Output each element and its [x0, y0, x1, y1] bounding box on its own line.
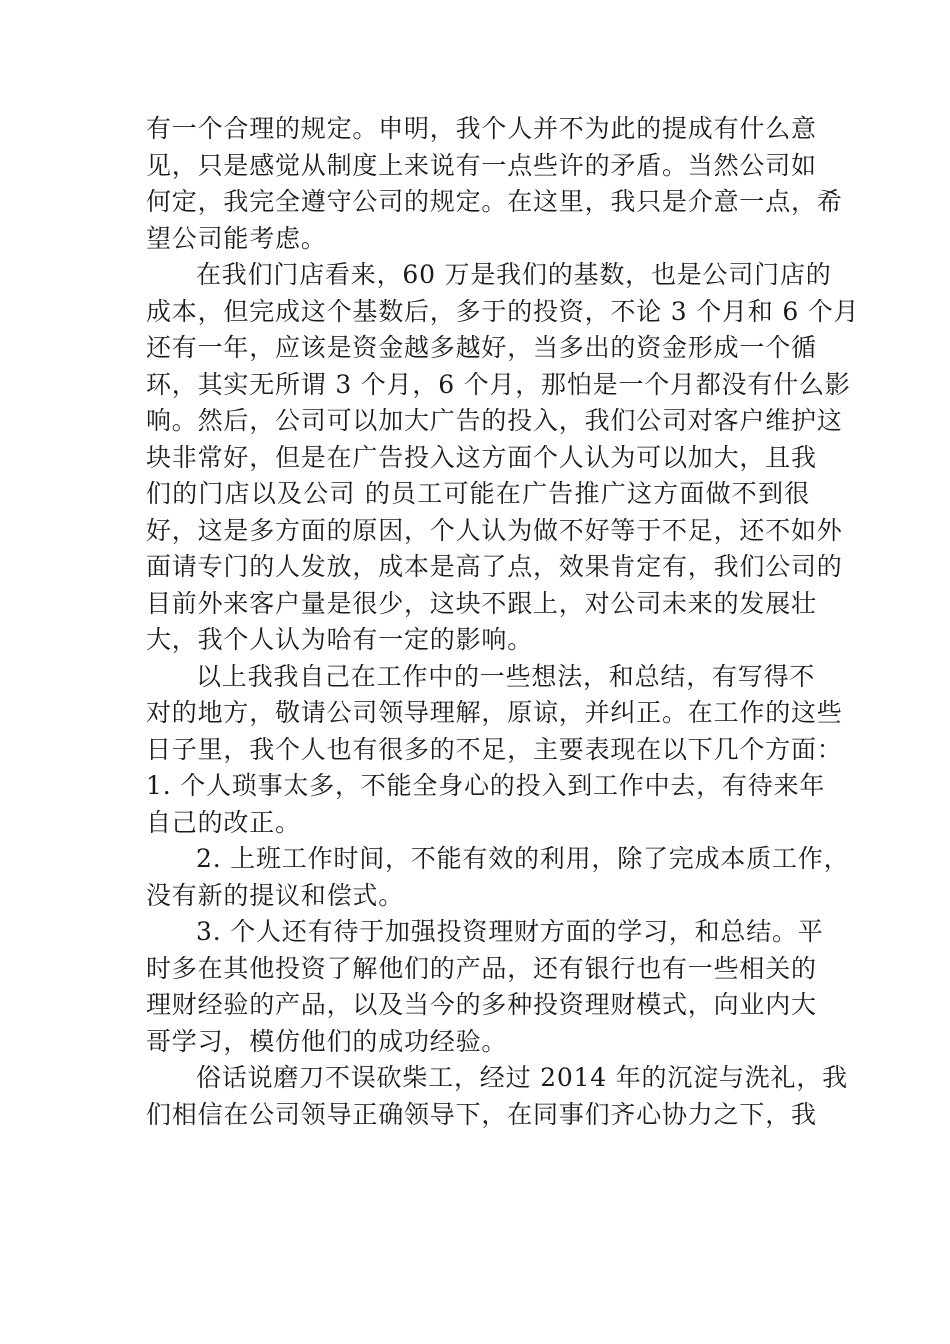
- text-line: 2. 上班工作时间，不能有效的利用，除了完成本质工作，: [196, 844, 850, 873]
- text-line: 对的地方，敬请公司领导理解，原谅，并纠正。在工作的这些: [146, 698, 843, 727]
- text-line: 何定，我完全遵守公司的规定。在这里，我只是介意一点，希: [146, 187, 843, 216]
- text-line: 好，这是多方面的原因，个人认为做不好等于不足，还不如外: [146, 515, 843, 545]
- text-line: 理财经验的产品，以及当今的多种投资理财模式，向业内大: [146, 990, 817, 1019]
- text-line: 们相信在公司领导正确领导下，在同事们齐心协力之下，我: [146, 1099, 817, 1129]
- text-line: 哥学习，模仿他们的成功经验。: [146, 1026, 508, 1056]
- text-line: 响。然后，公司可以加大广告的投入，我们公司对客户维护这: [146, 406, 843, 435]
- text-line: 1. 个人琐事太多，不能全身心的投入到工作中去，有待来年: [146, 771, 826, 800]
- text-line: 自己的改正。: [146, 807, 301, 837]
- text-line: 3. 个人还有待于加强投资理财方面的学习，和总结。平: [196, 917, 824, 946]
- text-line: 俗话说磨刀不误砍柴工，经过 2014 年的沉淀与洗礼，我: [196, 1063, 848, 1092]
- text-line: 日子里，我个人也有很多的不足，主要表现在以下几个方面：: [146, 734, 843, 764]
- text-line: 环，其实无所谓 3 个月，6 个月，那怕是一个月都没有什么影: [146, 369, 851, 399]
- text-line: 大，我个人认为哈有一定的影响。: [146, 625, 534, 654]
- text-line: 有一个合理的规定。申明，我个人并不为此的提成有什么意: [146, 114, 817, 143]
- text-line: 望公司能考虑。: [146, 223, 327, 253]
- text-line: 目前外来客户量是很少，这块不跟上，对公司未来的发展壮: [146, 588, 817, 618]
- text-line: 们的门店以及公司 的员工可能在广告推广这方面做不到很: [146, 479, 810, 508]
- text-line: 在我们门店看来，60 万是我们的基数，也是公司门店的: [196, 260, 832, 289]
- text-line: 时多在其他投资了解他们的产品，还有银行也有一些相关的: [146, 953, 817, 983]
- text-line: 块非常好，但是在广告投入这方面个人认为可以加大，且我: [146, 442, 817, 472]
- text-line: 以上我我自己在工作中的一些想法，和总结，有写得不: [196, 661, 816, 691]
- text-line: 成本，但完成这个基数后，多于的投资，不论 3 个月和 6 个月: [146, 296, 860, 326]
- text-line: 见，只是感觉从制度上来说有一点些许的矛盾。当然公司如: [146, 150, 817, 180]
- text-line: 没有新的提议和偿式。: [146, 880, 405, 910]
- text-line: 还有一年，应该是资金越多越好，当多出的资金形成一个循: [146, 333, 817, 362]
- body-text: [146, 111, 860, 1133]
- text-line: 面请专门的人发放，成本是高了点，效果肯定有，我们公司的: [146, 552, 843, 581]
